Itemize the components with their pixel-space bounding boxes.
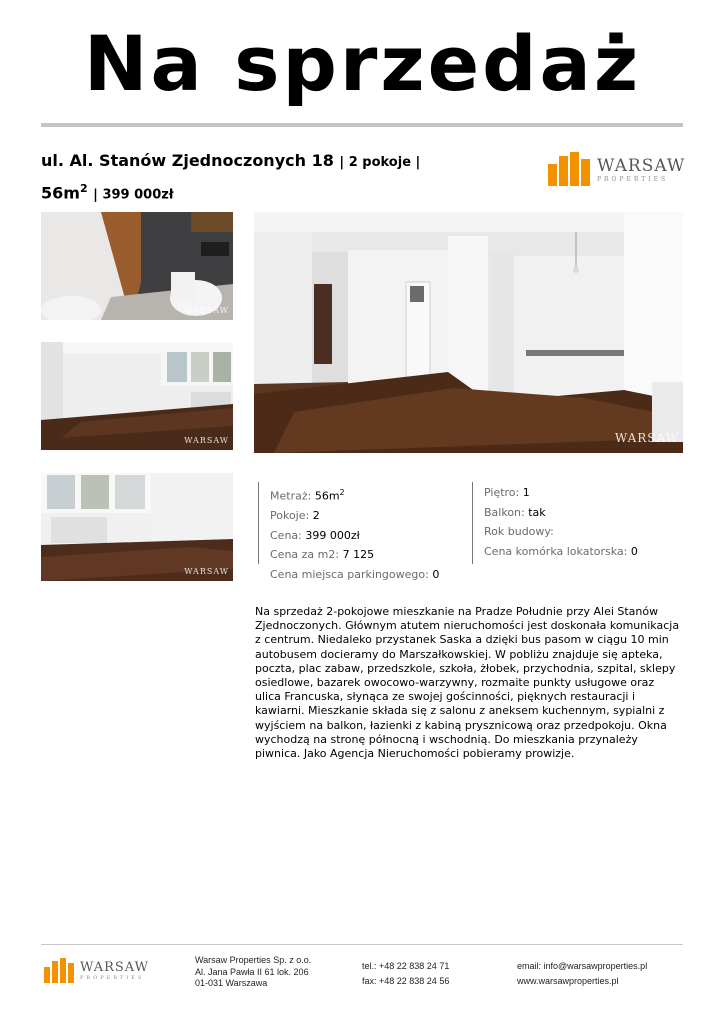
footer-logo-wordmark: WARSAW <box>80 960 150 975</box>
spec-label: Metraż: <box>270 489 312 503</box>
title-divider <box>41 123 683 127</box>
spec-label: Balkon: <box>484 505 525 519</box>
living-room-photo-image <box>254 212 683 453</box>
footer-logo-bars-icon <box>44 958 76 983</box>
spec-row <box>270 565 470 585</box>
spec-value: 7 125 <box>342 548 375 562</box>
listing-price: | 399 000zł <box>93 187 174 203</box>
listing-area: 56m <box>41 183 80 203</box>
spec-value: 0 <box>630 544 638 558</box>
spec-value: 1 <box>522 486 530 499</box>
listing-headline <box>41 148 511 208</box>
specs-column-right <box>484 483 684 561</box>
photo-thumbnail-bathroom[interactable] <box>41 212 233 320</box>
spec-label: Pokoje: <box>270 509 310 523</box>
photo-thumbnail-room[interactable] <box>41 342 233 450</box>
page-title: Na sprzedaż <box>83 19 642 108</box>
photo-watermark: WARSAW <box>184 567 229 576</box>
photo-main-living-room[interactable] <box>254 212 683 453</box>
footer-divider <box>41 944 683 945</box>
spec-row <box>270 483 470 506</box>
spec-label: Rok budowy: <box>484 525 554 538</box>
footer-contacts <box>517 959 692 989</box>
specs-divider-left <box>258 482 259 564</box>
spec-label: Cena miejsca parkingowego: <box>270 567 429 581</box>
listing-description: Na sprzedaż 2-pokojowe mieszkanie na Pradze Południe przy Alei Stanów Zjednoczonych. Głównym atutem nieruchomości jest doskonała komunikacja z centrum. Niedaleko przystanek Saska a dzięki bus pasom w ciągu 10 min autobusem docieramy do Marszałkowskiej. W pobliżu znajduje się apteka, poczta, plac zabaw, przedszkole, szkoła, żłobek, przychodnia, szpital, sklepy osiedlowe, bazarek owocowo-warzywny, rozmaite punkty usługowe oraz ulica Francuska, słynąca ze swojej gościnności, pięknych restauracji i kawiarni. Mieszkanie składa się z salonu z aneksem kuchennym, sypialni z wyjściem na balkon, łazienki z kabiną prysznicową oraz przedpokoju. Okna wychodzą na stronę północną i wschodnią. Do mieszkania przynależy piwnica. Jako Agencja Nieruchomości pobieramy prowizje. <box>255 605 680 761</box>
photo-watermark: WARSAW <box>184 436 229 445</box>
footer-website-link[interactable]: www.warsawproperties.pl <box>517 976 619 986</box>
spec-value: tak <box>528 505 546 519</box>
footer-brand-logo <box>44 958 149 983</box>
spec-value-sup: 2 <box>339 488 345 497</box>
spec-label: Cena za m2: <box>270 548 340 562</box>
spec-value: 56m <box>314 489 340 503</box>
spec-value: 0 <box>432 567 440 581</box>
spec-row <box>270 506 470 526</box>
spec-label: Cena: <box>270 528 302 542</box>
footer-phones <box>362 959 502 989</box>
logo-bars-icon <box>548 152 592 186</box>
listing-rooms: | 2 pokoje | <box>339 155 421 170</box>
specs-column-left <box>270 483 470 584</box>
spec-row <box>270 545 470 565</box>
footer-fax: fax: +48 22 838 24 56 <box>362 976 450 986</box>
footer-address-line1: Al. Jana Pawła II 61 lok. 206 <box>195 966 309 977</box>
room-photo-image <box>41 342 233 450</box>
spec-row <box>484 542 684 562</box>
footer-address <box>195 955 355 990</box>
spec-value: 2 <box>312 509 320 523</box>
brand-logo <box>548 152 685 186</box>
footer-logo-subtitle: PROPERTIES <box>80 975 145 981</box>
footer-address-line2: 01-031 Warszawa <box>195 978 268 988</box>
photo-watermark: WARSAW <box>184 306 229 315</box>
spec-row <box>484 503 684 523</box>
photo-watermark: WARSAW <box>614 431 679 445</box>
listing-street: ul. Al. Stanów Zjednoczonych 18 <box>41 151 334 170</box>
spec-row <box>484 522 684 542</box>
spec-label: Piętro: <box>484 486 520 499</box>
listing-area-unit: 2 <box>79 182 88 195</box>
window-photo-image <box>41 473 233 581</box>
spec-label: Cena komórka lokatorska: <box>484 544 628 558</box>
spec-row <box>270 526 470 546</box>
specs-divider-right <box>472 482 473 564</box>
footer-tel[interactable]: tel.: +48 22 838 24 71 <box>362 961 450 971</box>
spec-value: 399 000zł <box>305 528 360 542</box>
bathroom-photo-image <box>41 212 233 320</box>
footer-email-link[interactable]: email: info@warsawproperties.pl <box>517 961 648 971</box>
footer-company: Warsaw Properties Sp. z o.o. <box>195 955 312 965</box>
logo-subtitle: PROPERTIES <box>597 175 669 183</box>
logo-wordmark: WARSAW <box>597 155 686 176</box>
spec-row <box>484 483 684 503</box>
photo-thumbnail-window[interactable] <box>41 473 233 581</box>
